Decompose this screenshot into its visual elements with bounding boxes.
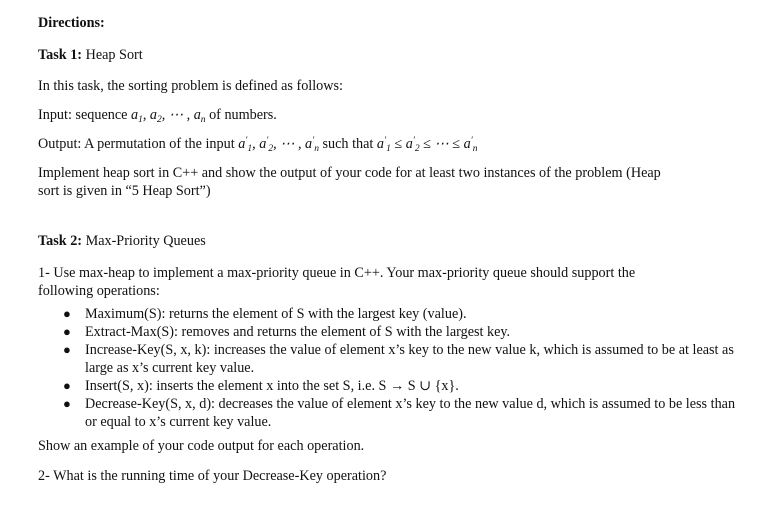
task2-question-1 bbox=[38, 264, 738, 300]
operation-text: Decrease-Key(S, x, d): decreases the value of element x’s key to the new value d, which is assumed to be less than or equal to x’s current key value. bbox=[85, 396, 736, 430]
operation-text: Extract-Max(S): removes and returns the element of S with the largest key. bbox=[85, 324, 511, 340]
bullet-icon: ● bbox=[63, 396, 71, 411]
q1-line-2: following operations: bbox=[38, 283, 160, 299]
operation-text: Increase-Key(S, x, k): increases the value of element x’s key to the new value k, which is assumed to be at least as large as x’s current key value. bbox=[85, 342, 734, 376]
output-label: Output: A permutation of the input bbox=[38, 136, 239, 152]
task2-title bbox=[38, 232, 738, 250]
bullet-icon: ● bbox=[63, 378, 71, 393]
q1-line-1: 1- Use max-heap to implement a max-priority queue in C++. Your max-priority queue should support the bbox=[38, 265, 636, 281]
input-sequence-math: $a_1$, $a_2$, ⋯ , $a_n$ bbox=[130, 107, 206, 125]
document bbox=[38, 14, 738, 485]
output-mid: such that bbox=[318, 136, 377, 152]
bullet-icon: ● bbox=[63, 324, 71, 339]
implement-line-1: Implement heap sort in C++ and show the output of your code for at least two instances of the problem (Heap bbox=[38, 165, 661, 181]
task1-input-line bbox=[38, 106, 738, 124]
task2-question-2: 2- What is the running time of your Decrease-Key operation? bbox=[38, 468, 387, 484]
list-item bbox=[38, 377, 738, 395]
implement-line-2: sort is given in “5 Heap Sort”) bbox=[38, 183, 211, 199]
list-item bbox=[38, 323, 738, 341]
task1-output-line bbox=[38, 135, 738, 153]
operations-list bbox=[38, 305, 738, 431]
directions-heading: Directions: bbox=[38, 15, 105, 31]
task1-title bbox=[38, 46, 738, 64]
list-item bbox=[38, 305, 738, 323]
input-tail: of numbers. bbox=[205, 107, 277, 123]
operation-text: Insert(S, x): inserts the element x into the set S, i.e. S → S ∪ {x}. bbox=[85, 378, 459, 394]
task2-label: Task 2: bbox=[38, 233, 83, 249]
list-item bbox=[38, 341, 738, 377]
task1-intro: In this task, the sorting problem is defined as follows: bbox=[38, 78, 343, 94]
bullet-icon: ● bbox=[63, 306, 71, 321]
task1-label: Task 1: bbox=[38, 47, 83, 63]
bullet-icon: ● bbox=[63, 342, 71, 357]
output-condition-math: $a'_1 \le a'_2$ ≤ ⋯ ≤ $a'_n$ bbox=[376, 136, 478, 154]
task2-title-text: Max-Priority Queues bbox=[85, 233, 206, 249]
show-example-text: Show an example of your code output for each operation. bbox=[38, 438, 365, 454]
task1-title-text: Heap Sort bbox=[85, 47, 143, 63]
operation-text: Maximum(S): returns the element of S with the largest key (value). bbox=[85, 306, 467, 322]
output-permutation-math: $a'_1$, $a'_2$, ⋯ , $a'_n$ bbox=[238, 136, 319, 154]
task1-implement-text bbox=[38, 164, 738, 200]
input-label: Input: sequence bbox=[38, 107, 131, 123]
list-item bbox=[38, 395, 738, 431]
